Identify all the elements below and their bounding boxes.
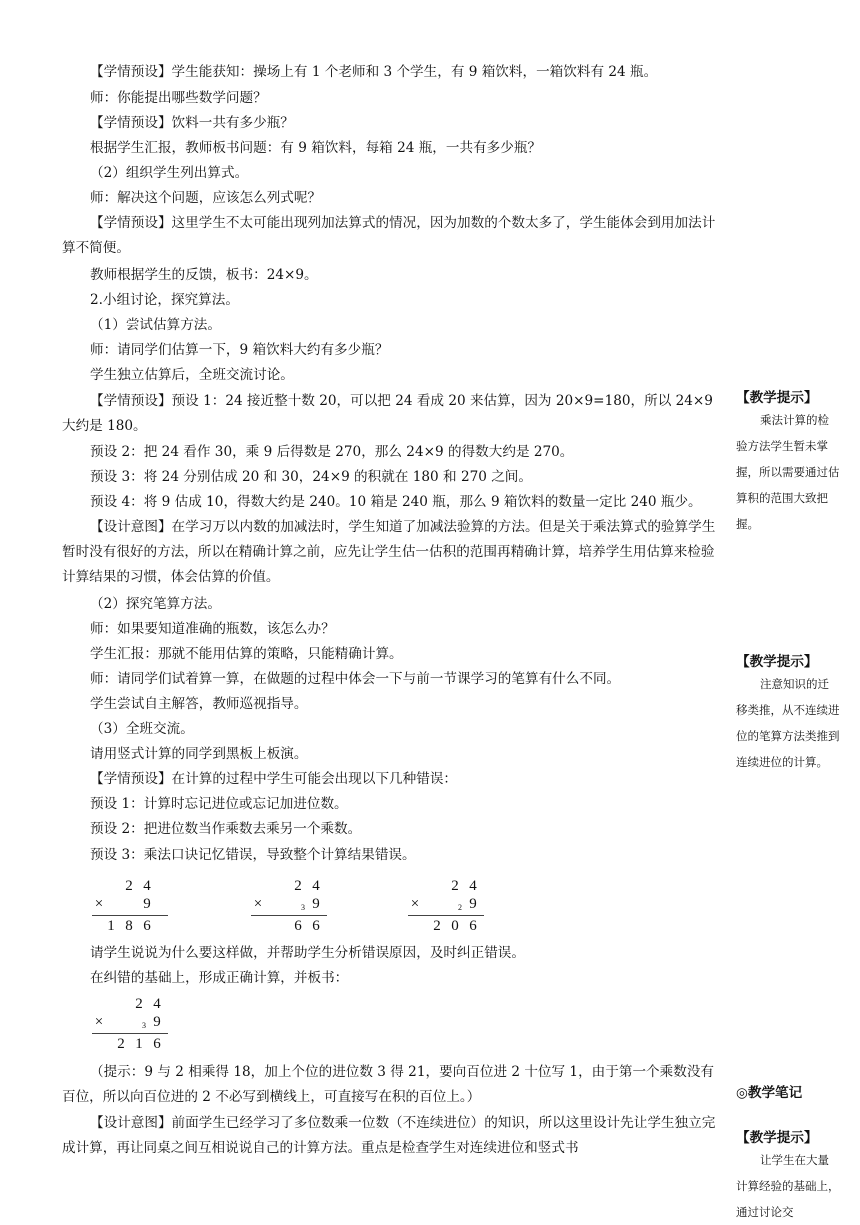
paragraph: （3）全班交流。 xyxy=(90,721,194,737)
paragraph: 教师根据学生的反馈，板书：24×9。 xyxy=(90,267,318,283)
sidebar-tip-heading: 【教学提示】 xyxy=(736,1130,818,1146)
paragraph: 师：请同学们估算一下，9 箱饮料大约有多少瓶？ xyxy=(90,342,389,358)
vertical-calculation: 2 4 × 2 9 2 0 6 xyxy=(408,876,488,938)
paragraph: 预设 3：乘法口诀记忆错误，导致整个计算结果错误。 xyxy=(90,847,416,863)
paragraph: 预设 1：计算时忘记进位或忘记加进位数。 xyxy=(90,796,348,812)
paragraph: 【学情预设】学生能获知：操场上有 1 个老师和 3 个学生，有 9 箱饮料，一箱饮料有 24 瓶。 xyxy=(90,64,658,80)
paragraph: 【学情预设】预设 1：24 接近整十数 20，可以把 24 看成 20 来估算，因为 20×9=180，所以 24×9 大约是 180。 xyxy=(62,393,713,434)
paragraph: 师：请同学们试着算一算，在做题的过程中体会一下与前一节课学习的笔算有什么不同。 xyxy=(90,671,621,687)
sidebar-tip-heading: 【教学提示】 xyxy=(736,654,818,670)
paragraph: 学生汇报：那就不能用估算的策略，只能精确计算。 xyxy=(90,646,403,662)
sidebar-tip-heading: 【教学提示】 xyxy=(736,390,818,406)
paragraph: 根据学生汇报，教师板书问题：有 9 箱饮料，每箱 24 瓶，一共有多少瓶？ xyxy=(90,140,542,156)
paragraph: 【学情预设】在计算的过程中学生可能会出现以下几种错误： xyxy=(90,771,458,787)
paragraph: 【学情预设】这里学生不太可能出现列加法算式的情况，因为加数的个数太多了，学生能体会到用加法计算不简便。 xyxy=(62,215,716,256)
paragraph: （1）尝试估算方法。 xyxy=(90,317,221,333)
paragraph: 在纠错的基础上，形成正确计算，并板书： xyxy=(90,970,349,986)
paragraph: 预设 2：把进位数当作乘数去乘另一个乘数。 xyxy=(90,821,362,837)
paragraph: 师：解决这个问题，应该怎么列式呢？ xyxy=(90,190,322,206)
vertical-calculation: 2 4 × 9 1 8 6 xyxy=(92,876,172,938)
paragraph: （提示：9 与 2 相乘得 18，加上个位的进位数 3 得 21，要向百位进 2 十位写 1，由于第一个乘数没有百位，所以向百位进的 2 不必写到横线上，可直接写在积的百位上。） xyxy=(62,1064,715,1105)
vertical-calculation-correct: 2 4 × 3 9 2 1 6 xyxy=(92,994,172,1056)
paragraph: 预设 4：将 9 估成 10，得数大约是 240。10 箱是 240 瓶，那么 9 箱饮料的数量一定比 240 瓶少。 xyxy=(90,494,702,510)
paragraph: 学生独立估算后，全班交流讨论。 xyxy=(90,367,294,383)
vertical-calculation: 2 4 × 3 9 6 6 xyxy=(251,876,331,938)
paragraph: 师：你能提出哪些数学问题？ xyxy=(90,90,267,106)
paragraph: 2.小组讨论，探究算法。 xyxy=(90,292,239,308)
paragraph: 请用竖式计算的同学到黑板上板演。 xyxy=(90,746,308,762)
paragraph: 预设 3：将 24 分别估成 20 和 30，24×9 的积就在 180 和 270 之间。 xyxy=(90,469,532,485)
paragraph: 【学情预设】饮料一共有多少瓶？ xyxy=(90,115,294,131)
paragraph: （2）组织学生列出算式。 xyxy=(90,165,249,181)
paragraph: 学生尝试自主解答，教师巡视指导。 xyxy=(90,696,308,712)
sidebar-tip-body: 注意知识的迁移类推，从不连续进位的笔算方法类推到连续进位的计算。 xyxy=(736,677,840,769)
sidebar-tip-body: 乘法计算的检验方法学生暂未掌握，所以需要通过估算积的范围大致把握。 xyxy=(736,413,840,531)
paragraph: 师：如果要知道准确的瓶数，该怎么办？ xyxy=(90,621,335,637)
paragraph: 【设计意图】在学习万以内数的加减法时，学生知道了加减法验算的方法。但是关于乘法算式的验算学生暂时没有很好的方法，所以在精确计算之前，应先让学生估一估积的范围再精确计算，培养学生用估算来检验计算结果的习惯，体会估算的价值。 xyxy=(62,519,716,585)
sidebar-notes-heading: ◎教学笔记 xyxy=(736,1085,803,1101)
paragraph: 请学生说说为什么要这样做，并帮助学生分析错误原因，及时纠正错误。 xyxy=(90,945,525,961)
paragraph: （2）探究笔算方法。 xyxy=(90,596,221,612)
sidebar-tip-body: 让学生在大量计算经验的基础上，通过讨论交 xyxy=(736,1153,840,1219)
paragraph: 预设 2：把 24 看作 30，乘 9 后得数是 270，那么 24×9 的得数大约是 270。 xyxy=(90,444,574,460)
paragraph: 【设计意图】前面学生已经学习了多位数乘一位数（不连续进位）的知识，所以这里设计先让学生独立完成计算，再让同桌之间互相说说自己的计算方法。重点是检查学生对连续进位和竖式书 xyxy=(62,1115,716,1156)
